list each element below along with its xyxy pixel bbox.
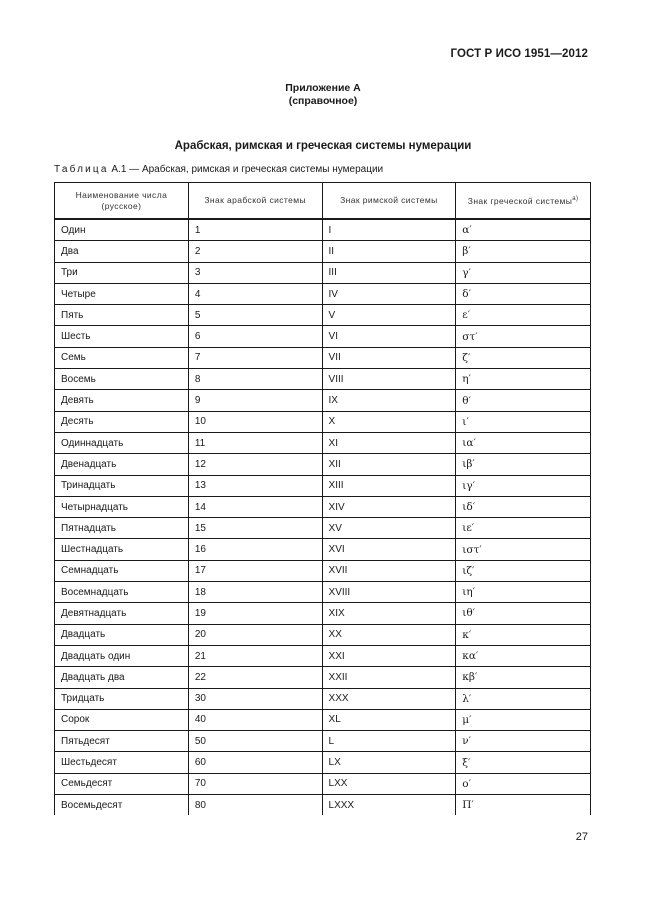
russian-name-cell: Восемнадцать — [55, 582, 189, 603]
arabic-cell: 18 — [188, 582, 322, 603]
roman-cell: I — [322, 219, 456, 241]
russian-name-cell: Восемь — [55, 369, 189, 390]
roman-cell: XXI — [322, 645, 456, 666]
roman-cell: XXII — [322, 667, 456, 688]
table-row — [55, 454, 591, 475]
russian-name-cell: Семьдесят — [55, 773, 189, 794]
arabic-cell: 12 — [188, 454, 322, 475]
arabic-cell: 20 — [188, 624, 322, 645]
arabic-cell: 80 — [188, 795, 322, 816]
arabic-cell: 7 — [188, 347, 322, 368]
russian-name-cell: Шестьдесят — [55, 752, 189, 773]
russian-name-cell: Восемьдесят — [55, 795, 189, 816]
greek-cell: ιγ′ — [456, 475, 591, 496]
roman-cell: L — [322, 731, 456, 752]
arabic-cell: 17 — [188, 560, 322, 581]
table-row — [55, 603, 591, 624]
table-body — [55, 219, 591, 815]
header-greek-label: Знак греческой системы — [467, 195, 573, 206]
greek-cell: ιη′ — [456, 582, 591, 603]
roman-cell: XIV — [322, 496, 456, 517]
header-roman: Знак римской системы — [322, 183, 456, 220]
header-greek — [456, 183, 591, 220]
arabic-cell: 10 — [188, 411, 322, 432]
table-row — [55, 219, 591, 241]
standard-code: ГОСТ Р ИСО 1951—2012 — [450, 48, 588, 60]
arabic-cell: 11 — [188, 432, 322, 453]
russian-name-cell: Девятнадцать — [55, 603, 189, 624]
russian-name-cell: Семнадцать — [55, 560, 189, 581]
roman-cell: IV — [322, 283, 456, 304]
greek-cell: γ′ — [456, 262, 591, 283]
roman-cell: VI — [322, 326, 456, 347]
russian-name-cell: Двадцать один — [55, 645, 189, 666]
table-row — [55, 752, 591, 773]
russian-name-cell: Пятнадцать — [55, 518, 189, 539]
arabic-cell: 50 — [188, 731, 322, 752]
table-row — [55, 539, 591, 560]
greek-cell: ιβ′ — [456, 454, 591, 475]
russian-name-cell: Три — [55, 262, 189, 283]
arabic-cell: 14 — [188, 496, 322, 517]
russian-name-cell: Тринадцать — [55, 475, 189, 496]
table-caption — [54, 164, 383, 175]
table-row — [55, 709, 591, 730]
greek-cell: ια′ — [456, 432, 591, 453]
table-row — [55, 731, 591, 752]
table-row — [55, 347, 591, 368]
greek-cell: ξ′ — [456, 752, 591, 773]
greek-cell: α′ — [456, 219, 591, 241]
arabic-cell: 16 — [188, 539, 322, 560]
roman-cell: XVIII — [322, 582, 456, 603]
table-row — [55, 390, 591, 411]
table-row — [55, 773, 591, 794]
roman-cell: XI — [322, 432, 456, 453]
table-row — [55, 560, 591, 581]
table-row — [55, 667, 591, 688]
russian-name-cell: Один — [55, 219, 189, 241]
russian-name-cell: Тридцать — [55, 688, 189, 709]
russian-name-cell: Девять — [55, 390, 189, 411]
header-russian-name: Наименование числа (русское) — [55, 183, 189, 220]
russian-name-cell: Два — [55, 241, 189, 262]
table-row — [55, 411, 591, 432]
russian-name-cell: Двенадцать — [55, 454, 189, 475]
greek-cell: ο′ — [456, 773, 591, 794]
greek-cell: κα′ — [456, 645, 591, 666]
greek-cell: ιστ′ — [456, 539, 591, 560]
numeral-systems-table — [54, 182, 591, 815]
arabic-cell: 70 — [188, 773, 322, 794]
table-row — [55, 326, 591, 347]
table-row — [55, 624, 591, 645]
russian-name-cell: Двадцать два — [55, 667, 189, 688]
russian-name-cell: Двадцать — [55, 624, 189, 645]
russian-name-cell: Пятьдесят — [55, 731, 189, 752]
table-row — [55, 475, 591, 496]
roman-cell: XIX — [322, 603, 456, 624]
arabic-cell: 2 — [188, 241, 322, 262]
roman-cell: IX — [322, 390, 456, 411]
table-row — [55, 645, 591, 666]
russian-name-cell: Сорок — [55, 709, 189, 730]
greek-cell: ν′ — [456, 731, 591, 752]
roman-cell: LXX — [322, 773, 456, 794]
russian-name-cell: Пять — [55, 305, 189, 326]
greek-cell: ιδ′ — [456, 496, 591, 517]
greek-cell: δ′ — [456, 283, 591, 304]
annex-title: Приложение А — [285, 82, 361, 94]
table-row — [55, 518, 591, 539]
greek-cell: στ′ — [456, 326, 591, 347]
table-row — [55, 795, 591, 816]
roman-cell: VII — [322, 347, 456, 368]
arabic-cell: 15 — [188, 518, 322, 539]
russian-name-cell: Шесть — [55, 326, 189, 347]
roman-cell: II — [322, 241, 456, 262]
greek-cell: ιζ′ — [456, 560, 591, 581]
roman-cell: XL — [322, 709, 456, 730]
annex-subtitle: (справочное) — [288, 95, 358, 107]
page-number: 27 — [575, 831, 588, 843]
arabic-cell: 9 — [188, 390, 322, 411]
arabic-cell: 60 — [188, 752, 322, 773]
greek-cell: ι′ — [456, 411, 591, 432]
arabic-cell: 3 — [188, 262, 322, 283]
roman-cell: LXXX — [322, 795, 456, 816]
russian-name-cell: Шестнадцать — [55, 539, 189, 560]
page-title: Арабская, римская и греческая системы нумерации — [174, 140, 472, 152]
table-header-row — [55, 183, 591, 220]
roman-cell: XX — [322, 624, 456, 645]
greek-cell: ιθ′ — [456, 603, 591, 624]
greek-cell: θ′ — [456, 390, 591, 411]
roman-cell: XV — [322, 518, 456, 539]
roman-cell: LX — [322, 752, 456, 773]
arabic-cell: 30 — [188, 688, 322, 709]
table-row — [55, 369, 591, 390]
greek-cell: λ′ — [456, 688, 591, 709]
arabic-cell: 8 — [188, 369, 322, 390]
russian-name-cell: Десять — [55, 411, 189, 432]
roman-cell: XVI — [322, 539, 456, 560]
table-row — [55, 582, 591, 603]
greek-cell: ε′ — [456, 305, 591, 326]
arabic-cell: 19 — [188, 603, 322, 624]
table-row — [55, 688, 591, 709]
greek-cell: η′ — [456, 369, 591, 390]
table-row — [55, 262, 591, 283]
arabic-cell: 1 — [188, 219, 322, 241]
arabic-cell: 6 — [188, 326, 322, 347]
arabic-cell: 13 — [188, 475, 322, 496]
arabic-cell: 22 — [188, 667, 322, 688]
roman-cell: XVII — [322, 560, 456, 581]
roman-cell: XII — [322, 454, 456, 475]
table-row — [55, 241, 591, 262]
arabic-cell: 4 — [188, 283, 322, 304]
header-footnote-mark: а) — [572, 196, 579, 203]
table-row — [55, 496, 591, 517]
arabic-cell: 40 — [188, 709, 322, 730]
greek-cell: ζ′ — [456, 347, 591, 368]
table-row — [55, 283, 591, 304]
russian-name-cell: Семь — [55, 347, 189, 368]
greek-cell: κ′ — [456, 624, 591, 645]
greek-cell: β′ — [456, 241, 591, 262]
annex-heading — [0, 82, 646, 108]
arabic-cell: 5 — [188, 305, 322, 326]
roman-cell: X — [322, 411, 456, 432]
table-caption-prefix: Таблица — [54, 164, 109, 175]
greek-cell: ιε′ — [456, 518, 591, 539]
table-row — [55, 432, 591, 453]
header-arabic: Знак арабской системы — [188, 183, 322, 220]
roman-cell: III — [322, 262, 456, 283]
table-row — [55, 305, 591, 326]
roman-cell: V — [322, 305, 456, 326]
russian-name-cell: Одиннадцать — [55, 432, 189, 453]
greek-cell: μ′ — [456, 709, 591, 730]
greek-cell: Π′ — [456, 795, 591, 816]
roman-cell: VIII — [322, 369, 456, 390]
roman-cell: XIII — [322, 475, 456, 496]
russian-name-cell: Четыре — [55, 283, 189, 304]
russian-name-cell: Четырнадцать — [55, 496, 189, 517]
arabic-cell: 21 — [188, 645, 322, 666]
greek-cell: κβ′ — [456, 667, 591, 688]
roman-cell: XXX — [322, 688, 456, 709]
table-caption-text: А.1 — Арабская, римская и греческая системы нумерации — [108, 164, 384, 175]
